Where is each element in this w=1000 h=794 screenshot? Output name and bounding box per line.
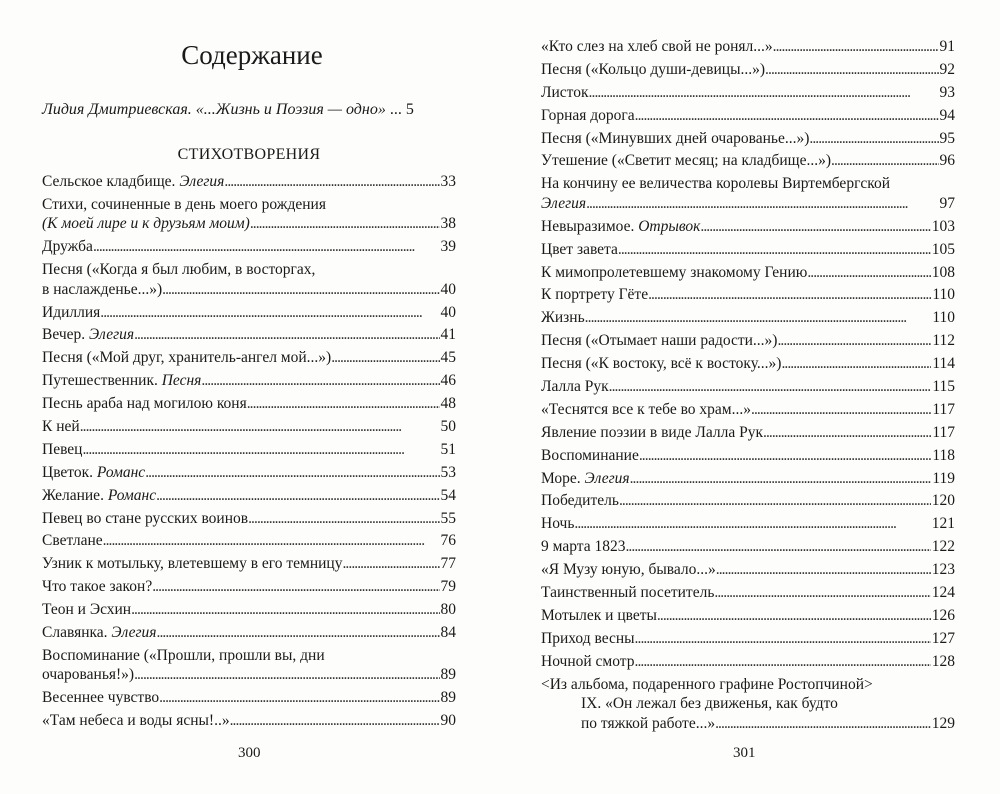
entry-page: 38 — [440, 215, 456, 233]
toc-entry — [541, 491, 955, 511]
entry-page: 51 — [440, 440, 456, 458]
toc-entry — [42, 463, 456, 483]
dot-leader — [648, 285, 931, 305]
toc-entry — [541, 308, 955, 328]
entry-page: 89 — [440, 666, 456, 684]
entry-page: 115 — [932, 377, 955, 395]
entry-title — [541, 331, 777, 351]
entry-page: 117 — [932, 423, 955, 441]
entry-title-text: Песня («Мой друг, хранитель-ангел мой...») — [42, 349, 332, 367]
entry-title — [541, 194, 586, 214]
entry-page: 114 — [932, 355, 955, 373]
entry-page: 39 — [440, 238, 456, 256]
entry-title-text: Путешественник. — [42, 372, 158, 390]
entry-page: 89 — [440, 689, 456, 707]
entry-page: 118 — [932, 446, 955, 464]
toc-entry — [541, 285, 955, 305]
entry-title-text: «Там небеса и воды ясны!..» — [42, 712, 230, 730]
entry-title-text: Певец во стане русских воинов — [42, 509, 249, 527]
entry-title — [42, 623, 157, 643]
dot-leader — [574, 514, 930, 534]
entry-title-text: Лалла Рук — [541, 377, 609, 395]
entry-title — [541, 377, 609, 397]
entry-page: 119 — [932, 469, 955, 487]
toc-entry — [541, 151, 955, 171]
entry-title — [42, 172, 224, 192]
entry-line: <Из альбома, подаренного графине Ростопчиной> — [541, 675, 873, 693]
entry-page: 120 — [931, 492, 955, 510]
left-page — [42, 0, 456, 794]
entry-title-text: Славянка. — [42, 624, 108, 642]
entry-page: 124 — [931, 583, 955, 601]
entry-title — [42, 463, 145, 483]
entry-page: 110 — [932, 286, 955, 304]
entry-page: 128 — [931, 652, 955, 670]
entry-subtitle: Элегия — [89, 326, 135, 344]
entry-title — [42, 711, 230, 731]
toc-entry — [42, 554, 456, 574]
entry-title-text: Горная дорога — [541, 106, 635, 124]
entry-title — [42, 577, 152, 597]
toc-entry — [42, 371, 456, 391]
entry-title-text: К портрету Гёте — [541, 286, 649, 304]
toc-entry — [42, 688, 456, 708]
toc-entry — [42, 531, 456, 551]
entry-title — [42, 688, 159, 708]
dot-leader — [763, 423, 931, 443]
toc-entry — [42, 195, 456, 234]
intro-page: 5 — [405, 101, 414, 118]
dot-leader — [230, 711, 440, 731]
entry-title — [541, 652, 635, 672]
entry-page: 93 — [939, 83, 955, 101]
dot-leader — [248, 509, 439, 529]
entry-title — [42, 417, 80, 437]
entry-title-text: Песня («Минувших дней очарованье...») — [541, 129, 810, 147]
toc-entry — [42, 260, 456, 299]
toc-entry — [42, 486, 456, 506]
entry-page: 117 — [932, 400, 955, 418]
entry-title-text: К ней — [42, 418, 80, 436]
entry-title — [541, 60, 765, 80]
entry-title-text: Желание. — [42, 486, 104, 504]
dot-leader — [100, 303, 439, 323]
toc-entry — [541, 263, 955, 283]
dot-leader — [715, 714, 931, 734]
entry-subtitle: (К моей лире и к друзьям моим) — [42, 215, 250, 233]
toc-entry — [541, 629, 955, 649]
toc-entry — [541, 174, 955, 213]
toc-entry — [42, 440, 456, 460]
entry-title — [42, 440, 82, 460]
dot-leader — [162, 280, 439, 300]
entry-title-text: Цвет завета — [541, 240, 618, 258]
entry-title-text: по тяжкой работе...» — [581, 714, 716, 732]
toc-entry — [42, 303, 456, 323]
entry-title — [541, 308, 585, 328]
entry-title-text: Идиллия — [42, 303, 101, 321]
entry-page: 91 — [939, 38, 955, 55]
entry-title — [42, 600, 131, 620]
entry-page: 45 — [440, 349, 456, 367]
entry-page: 103 — [931, 217, 955, 235]
page-number: 301 — [733, 745, 756, 761]
entry-title-text: Светлане — [42, 532, 103, 550]
toc-entry — [541, 129, 955, 149]
entry-title-text: Что такое закон? — [42, 578, 153, 596]
dot-leader — [635, 629, 931, 649]
entry-page: 92 — [939, 60, 955, 78]
entry-title-text: Песнь араба над могилою коня — [42, 395, 247, 413]
entry-title-text: Песня («Отымает наши радости...») — [541, 332, 778, 350]
entry-title-text: Воспоминание — [541, 446, 639, 464]
dot-leader — [618, 240, 931, 260]
entry-title — [541, 606, 657, 626]
dot-leader — [625, 537, 930, 557]
toc-entry — [42, 711, 456, 731]
entry-title-text: Цветок. — [42, 463, 94, 481]
entry-title — [541, 560, 716, 580]
entry-title-text: Песня («К востоку, всё к востоку...») — [541, 355, 782, 373]
entry-title — [541, 469, 630, 489]
entry-page: 129 — [931, 714, 955, 732]
entry-line: IX. «Он лежал без движенья, как будто — [581, 695, 838, 713]
dot-leader — [156, 486, 439, 506]
dot-leader — [134, 665, 439, 685]
toc-entry — [42, 577, 456, 597]
entry-title — [42, 531, 103, 551]
dot-leader — [145, 463, 439, 483]
entry-subtitle: Элегия — [541, 194, 587, 212]
toc-entry — [541, 354, 955, 374]
dot-leader — [585, 308, 932, 328]
toc-entry — [42, 646, 456, 685]
entry-subtitle: Отрывок — [638, 217, 701, 235]
dot-leader — [589, 83, 939, 103]
entry-title-text: «Теснятся все к тебе во храм...» — [541, 400, 751, 418]
page-number: 300 — [238, 745, 261, 761]
page-title: Содержание — [181, 40, 323, 70]
entry-page: 41 — [440, 326, 456, 344]
toc-entry — [541, 583, 955, 603]
entry-title — [541, 400, 751, 420]
entry-subtitle: Романс — [96, 463, 146, 481]
dot-leader — [134, 325, 439, 345]
toc-entry — [541, 106, 955, 126]
dot-leader — [131, 600, 439, 620]
dot-leader — [247, 394, 440, 414]
entry-page: 33 — [440, 173, 456, 190]
entry-title — [541, 446, 639, 466]
entry-title-text: очарованья!») — [42, 666, 135, 684]
toc-entry — [42, 237, 456, 257]
entry-title-text: Дружба — [42, 238, 93, 256]
entry-title — [42, 214, 250, 234]
entry-subtitle: Элегия — [111, 624, 157, 642]
dot-leader — [700, 217, 930, 237]
entry-title — [541, 491, 619, 511]
dot-leader — [657, 606, 931, 626]
entry-title-text: Победитель — [541, 492, 619, 510]
entry-line: Песня («Когда я был любим, в восторгах, — [42, 261, 316, 279]
dot-leader — [250, 214, 440, 234]
entry-title — [541, 423, 763, 443]
entry-title — [42, 509, 248, 529]
entry-title — [541, 129, 809, 149]
entry-page: 55 — [440, 509, 456, 527]
dot-leader — [586, 194, 938, 214]
entry-page: 76 — [440, 532, 456, 550]
entry-page: 127 — [931, 629, 955, 647]
entry-page: 105 — [931, 240, 955, 258]
entry-title — [541, 37, 773, 57]
toc-entry — [541, 217, 955, 237]
toc-entry — [541, 675, 955, 734]
dot-leader — [639, 446, 931, 466]
entry-page: 46 — [440, 372, 456, 390]
entry-title-text: «Я Музу юную, бывало...» — [541, 561, 716, 579]
entry-title-text: Жизнь — [541, 309, 585, 327]
entry-page: 53 — [440, 463, 456, 481]
entry-title — [541, 83, 589, 103]
toc-entry — [42, 600, 456, 620]
toc-entry — [541, 83, 955, 103]
dot-leader — [157, 623, 440, 643]
entry-subtitle: Романс — [107, 486, 157, 504]
entry-page: 95 — [939, 129, 955, 147]
dot-leader — [635, 652, 931, 672]
entry-title — [541, 537, 625, 557]
entry-page: 40 — [440, 280, 456, 298]
entry-title — [581, 714, 715, 734]
toc-entry — [42, 394, 456, 414]
section-heading: СТИХОТВОРЕНИЯ — [177, 146, 321, 163]
dot-leader — [765, 60, 938, 80]
dot-leader — [751, 400, 931, 420]
entry-title — [42, 554, 342, 574]
entry-page: 94 — [939, 106, 955, 124]
entry-page: 121 — [931, 515, 955, 533]
entry-page: 84 — [440, 624, 456, 642]
entry-page: 123 — [931, 561, 955, 579]
entry-page: 50 — [440, 418, 456, 436]
dot-leader — [781, 354, 931, 374]
dot-leader — [773, 37, 939, 57]
toc-entry — [541, 514, 955, 534]
dot-leader — [93, 237, 440, 257]
toc-entry — [541, 423, 955, 443]
toc-entry — [541, 60, 955, 80]
entry-page: 97 — [939, 194, 955, 212]
entry-title-text: Певец — [42, 440, 83, 458]
intro-entry — [42, 100, 456, 120]
entry-title — [541, 583, 714, 603]
entry-page: 77 — [440, 555, 456, 573]
dot-leader — [630, 469, 932, 489]
entry-page: 90 — [440, 712, 456, 730]
entry-title — [42, 394, 247, 414]
entry-title — [42, 280, 162, 300]
entry-title-text: «Кто слез на хлеб свой не ронял...» — [541, 38, 773, 55]
toc-entry — [541, 446, 955, 466]
intro-author: Лидия Дмитриевская. — [42, 101, 192, 118]
entry-title — [541, 629, 635, 649]
entry-title — [42, 665, 134, 685]
toc-entry — [541, 606, 955, 626]
entry-page: 80 — [440, 601, 456, 619]
entry-page: 122 — [931, 538, 955, 556]
entry-title — [42, 371, 201, 391]
entry-title — [541, 514, 574, 534]
entry-title-text: Мотылек и цветы — [541, 606, 657, 624]
entry-page: 108 — [931, 263, 955, 281]
toc-entry — [42, 325, 456, 345]
entry-page: 79 — [440, 578, 456, 596]
dot-leader — [80, 417, 440, 437]
toc-entry — [42, 623, 456, 643]
entry-title-text: в наслажденье...») — [42, 280, 163, 298]
dot-leader — [831, 151, 938, 171]
entry-title-text: Весеннее чувство — [42, 689, 160, 707]
toc-entry — [541, 240, 955, 260]
entry-subtitle: Песня — [161, 372, 202, 390]
dot-leader — [609, 377, 932, 397]
entry-title-text: Утешение («Светит месяц; на кладбище...») — [541, 152, 832, 170]
dot-leader — [716, 560, 931, 580]
dot-leader — [809, 129, 938, 149]
toc-list-left — [42, 172, 456, 734]
dot-leader — [619, 491, 931, 511]
entry-title — [42, 486, 156, 506]
entry-title-text: Таинственный посетитель — [541, 583, 715, 601]
toc-entry — [541, 331, 955, 351]
toc-entry — [541, 537, 955, 557]
entry-page: 40 — [440, 303, 456, 321]
entry-title-text: Узник к мотыльку, влетевшему в его темницу — [42, 555, 343, 573]
entry-title-text: Ночной смотр — [541, 652, 635, 670]
entry-page: 54 — [440, 486, 456, 504]
entry-page: 48 — [440, 395, 456, 413]
toc-entry — [42, 509, 456, 529]
dot-leader — [103, 531, 440, 551]
dot-leader — [635, 106, 939, 126]
entry-page: 96 — [939, 152, 955, 170]
entry-title — [541, 106, 635, 126]
entry-title — [42, 325, 134, 345]
entry-page: 126 — [931, 606, 955, 624]
entry-title — [541, 217, 700, 237]
entry-title — [42, 303, 100, 323]
dot-leader — [224, 172, 439, 192]
dot-leader — [159, 688, 439, 708]
dot-leader — [342, 554, 439, 574]
entry-title-text: Листок — [541, 83, 589, 101]
toc-entry — [42, 417, 456, 437]
entry-title — [42, 237, 93, 257]
dot-leader — [714, 583, 930, 603]
entry-title-text: 9 марта 1823 — [541, 538, 626, 556]
entry-title-text: Песня («Кольцо души-девицы...») — [541, 60, 766, 78]
toc-entry — [42, 172, 456, 192]
dot-leader — [777, 331, 931, 351]
entry-title — [541, 354, 781, 374]
toc-entry — [541, 560, 955, 580]
entry-line: На кончину ее величества королевы Виртембергской — [541, 175, 891, 193]
entry-title-text: Невыразимое. — [541, 217, 635, 235]
entry-title-text: Явление поэзии в виде Лалла Рук — [541, 423, 763, 441]
dot-leader — [331, 348, 439, 368]
entry-subtitle: Элегия — [584, 469, 630, 487]
entry-title — [541, 285, 648, 305]
intro-work: «...Жизнь и Поэзия — одно» — [195, 101, 386, 118]
toc-entry — [541, 469, 955, 489]
entry-title — [541, 151, 831, 171]
entry-title-text: Сельское кладбище. — [42, 173, 176, 190]
entry-title — [541, 240, 618, 260]
toc-entry — [541, 37, 955, 57]
entry-title-text: Приход весны — [541, 629, 635, 647]
toc-entry — [541, 400, 955, 420]
entry-page: 112 — [932, 332, 955, 350]
toc-entry — [42, 348, 456, 368]
dot-leader — [82, 440, 439, 460]
entry-title-text: Ночь — [541, 515, 575, 533]
dot-leader — [152, 577, 439, 597]
entry-line: Воспоминание («Прошли, прошли вы, дни — [42, 646, 325, 664]
entry-title — [42, 348, 331, 368]
dot-leader — [201, 371, 439, 391]
entry-title-text: Теон и Эсхин — [42, 601, 132, 619]
intro-dots: ... — [389, 101, 402, 118]
entry-title-text: К мимопролетевшему знакомому Гению — [541, 263, 808, 281]
entry-title-text: Вечер. — [42, 326, 86, 344]
entry-title-text: Море. — [541, 469, 581, 487]
entry-subtitle: Элегия — [179, 173, 225, 190]
toc-entry — [541, 377, 955, 397]
entry-page: 110 — [932, 309, 955, 327]
toc-list-right — [541, 37, 955, 736]
toc-entry — [541, 652, 955, 672]
entry-title — [541, 263, 807, 283]
entry-line: Стихи, сочиненные в день моего рождения — [42, 195, 326, 213]
right-page — [541, 0, 955, 794]
dot-leader — [807, 263, 930, 283]
